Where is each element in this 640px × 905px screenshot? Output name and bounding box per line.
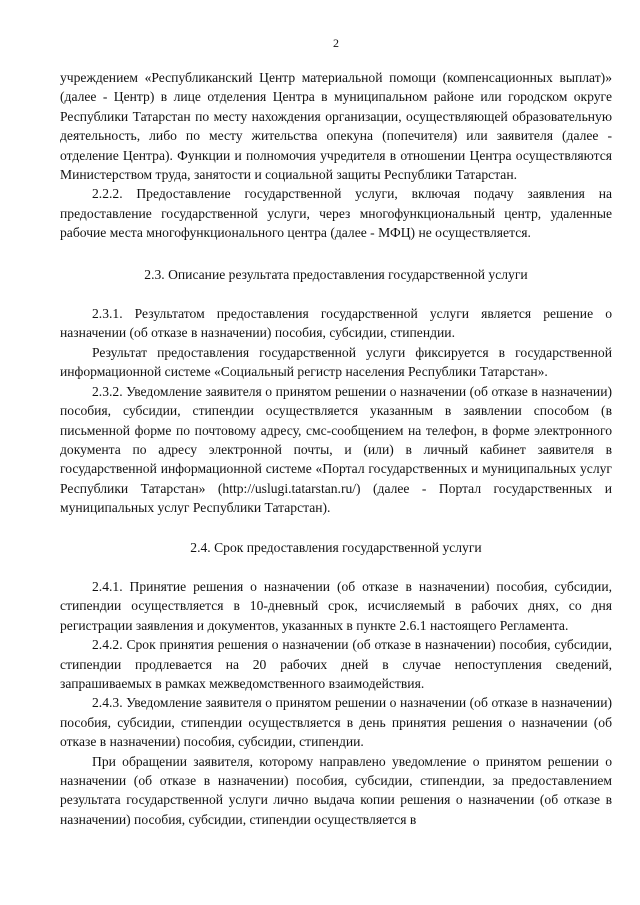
paragraph-2-2-2: 2.2.2. Предоставление государственной услуги, включая подачу заявления на предоставление государственной услуги, через многофункциональный центр, удаленные рабочие места многофункционального центра (далее - МФЦ) не осуществляется.	[60, 186, 612, 241]
document-body	[60, 68, 612, 829]
page-number: 2	[333, 36, 339, 50]
paragraph-result-fixation: Результат предоставления государственной услуги фиксируется в государственной информационной системе «Социальный регистр населения Республики Татарстан».	[60, 344, 612, 380]
paragraph-2-3-2: 2.3.2. Уведомление заявителя о принятом решении о назначении (об отказе в назначении) пособия, субсидии, стипендии осуществляется указанным в заявлении способом (в письменной форме по почтовому адресу, смс-сообщением на телефон, в форме электронного документа по адресу электронной почты, и (или) в личный кабинет заявителя в государственной информационной системе «Портал государственных и муниципальных услуг Республики Татарстан» (http://uslugi.tatarstan.ru/) (далее - Портал государственных и муниципальных услуг Республики Татарстан).	[60, 383, 612, 516]
paragraph-personal-appeal: При обращении заявителя, которому направлено уведомление о принятом решении о назначении (об отказе в назначении) пособия, субсидии, стипендии, за предоставлением результата государственной услуги лично выдача копии решения о назначении (об отказе в назначении) пособия, субсидии, стипендии осуществляется в	[60, 753, 612, 827]
paragraph-continuation: учреждением «Республиканский Центр материальной помощи (компенсационных выплат)» (далее - Центр) в лице отделения Центра в муниципальном районе или городском округе Республики Татарстан по месту нахождения организации, осуществляющей образовательную деятельность, либо по месту жительства опекуна (попечителя) или заявителя (далее - отделение Центра). Функции и полномочия учредителя в отношении Центра осуществляются Министерством труда, занятости и социальной защиты Республики Татарстан.	[60, 70, 612, 183]
section-heading-2-4: 2.4. Срок предоставления государственной услуги	[190, 539, 482, 555]
paragraph-2-4-1: 2.4.1. Принятие решения о назначении (об отказе в назначении) пособия, субсидии, стипендии осуществляется в 10-дневный срок, исчисляемый в рабочих днях, со дня регистрации заявления и документов, указанных в пункте 2.6.1 настоящего Регламента.	[60, 578, 612, 633]
paragraph-2-4-3: 2.4.3. Уведомление заявителя о принятом решении о назначении (об отказе в назначении) пособия, субсидии, стипендии осуществляется в день принятия решения о назначении (об отказе в назначении) пособия, субсидии, стипендии.	[60, 695, 612, 750]
paragraph-2-4-2: 2.4.2. Срок принятия решения о назначении (об отказе в назначении) пособия, субсидии, стипендии продлевается на 20 рабочих дней в случае непоступления сведений, запрашиваемых в рамках межведомственного взаимодействия.	[60, 637, 612, 691]
section-heading-2-3: 2.3. Описание результата предоставления государственной услуги	[144, 266, 528, 282]
paragraph-2-3-1: 2.3.1. Результатом предоставления государственной услуги является решение о назначении (об отказе в назначении) пособия, субсидии, стипендии.	[60, 306, 612, 341]
